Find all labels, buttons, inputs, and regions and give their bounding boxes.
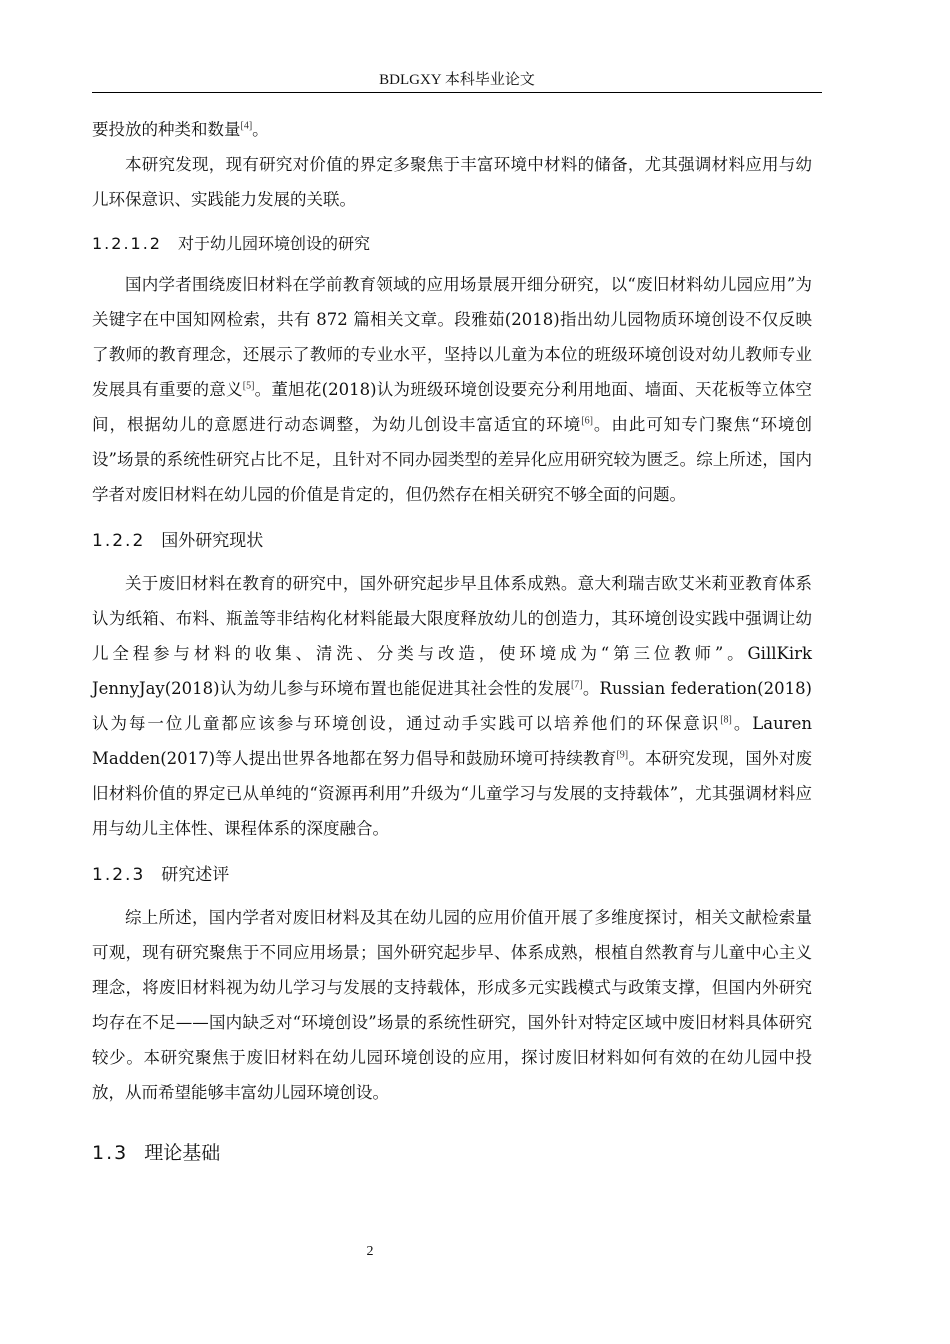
text-run: 要投放的种类和数量 [92, 120, 241, 139]
paragraph-domestic-environment [92, 267, 812, 512]
section-heading-1-2-1-2 [92, 229, 812, 259]
text-run: 国内学者围绕废旧材料在学前教育领域的应用场景展开细分研究，以“废旧材料幼儿园应用”为关键字在中国知网检索，共有 872 篇相关文章。段雅茹(2018)指出幼儿园物质环境创设不仅反映了教师的教育理念，还展示了教师的专业水平，坚持以儿童为本位的班级环境创设对幼儿教师专业发展具有重要的意义 [92, 275, 812, 399]
page-number: 2 [366, 1244, 374, 1259]
text-run: 。 [252, 120, 269, 139]
section-heading-1-2-3 [92, 860, 812, 890]
paragraph-continued [92, 112, 812, 147]
paragraph-findings-domestic: 本研究发现，现有研究对价值的界定多聚焦于丰富环境中材料的储备，尤其强调材料应用与幼儿环保意识、实践能力发展的关联。 [92, 155, 812, 209]
section-heading-1-3 [92, 1138, 812, 1168]
paragraph-review: 综上所述，国内学者对废旧材料及其在幼儿园的应用价值开展了多维度探讨，相关文献检索量可观，现有研究聚焦于不同应用场景；国外研究起步早、体系成熟，根植自然教育与儿童中心主义理念，将废旧材料视为幼儿学习与发展的支持载体，形成多元实践模式与政策支撑，但国内外研究均存在不足——国内缺乏对“环境创设”场景的系统性研究，国外针对特定区域中废旧材料具体研究较少。本研究聚焦于废旧材料在幼儿园环境创设的应用，探讨废旧材料如何有效的在幼儿园中投放，从而希望能够丰富幼儿园环境创设。 [92, 908, 812, 1102]
citation-8[interactable]: [8] [720, 714, 732, 726]
section-title: 研究述评 [161, 865, 230, 885]
section-number: 1.2.2 [92, 531, 146, 551]
running-header: BDLGXY 本科毕业论文 [379, 72, 535, 88]
citation-5[interactable]: [5] [242, 380, 255, 392]
header-rule [92, 92, 822, 93]
citation-9[interactable]: [9] [616, 749, 629, 761]
text-run: 。由此可知专门聚焦“环境创设”场景的系统性研究占比不足，且针对不同办园类型的差异化应用研究较为匮乏。综上所述，国内学者对废旧材料在幼儿园的价值是肯定的，但仍然存在相关研究不够全面的问题。 [92, 415, 813, 504]
section-title: 国外研究现状 [161, 531, 264, 551]
section-number: 1.2.3 [92, 865, 146, 885]
section-title: 对于幼儿园环境创设的研究 [177, 234, 370, 253]
text-run: 关于废旧材料在教育的研究中，国外研究起步早且体系成熟。意大利瑞吉欧艾米莉亚教育体系认为纸箱、布料、瓶盖等非结构化材料能最大限度释放幼儿的创造力，其环境创设实践中强调让幼儿全程参与材料的收集、清洗、分类与改造，使环境成为“第三位教师”。GillKirk JennyJay(2018)认为幼儿参与环境布置也能促进其社会性的发展 [92, 574, 812, 698]
paragraph-foreign-research [92, 566, 812, 846]
text-run: 。Russian federation(2018)认为每一位儿童都应该参与环境创设，通过动手实践可以培养他们的环保意识 [92, 679, 812, 733]
section-heading-1-2-2 [92, 526, 812, 556]
text-run: 。Lauren Madden(2017)等人提出世界各地都在努力倡导和鼓励环境可持续教育 [92, 714, 813, 768]
citation-7[interactable]: [7] [570, 679, 583, 691]
page-body [92, 112, 812, 1168]
section-number: 1.2.1.2 [92, 234, 162, 253]
section-title: 理论基础 [144, 1142, 221, 1164]
text-run: 。本研究发现，国外对废旧材料价值的界定已从单纯的“资源再利用”升级为“儿童学习与发展的支持载体”，尤其强调材料应用与幼儿主体性、课程体系的深度融合。 [92, 749, 812, 838]
section-number: 1.3 [92, 1142, 129, 1164]
citation-4[interactable]: [4] [240, 120, 253, 132]
text-run: 。董旭花(2018)认为班级环境创设要充分利用地面、墙面、天花板等立体空间，根据幼儿的意愿进行动态调整，为幼儿创设丰富适宜的环境 [92, 380, 813, 434]
citation-6[interactable]: [6] [581, 415, 593, 427]
